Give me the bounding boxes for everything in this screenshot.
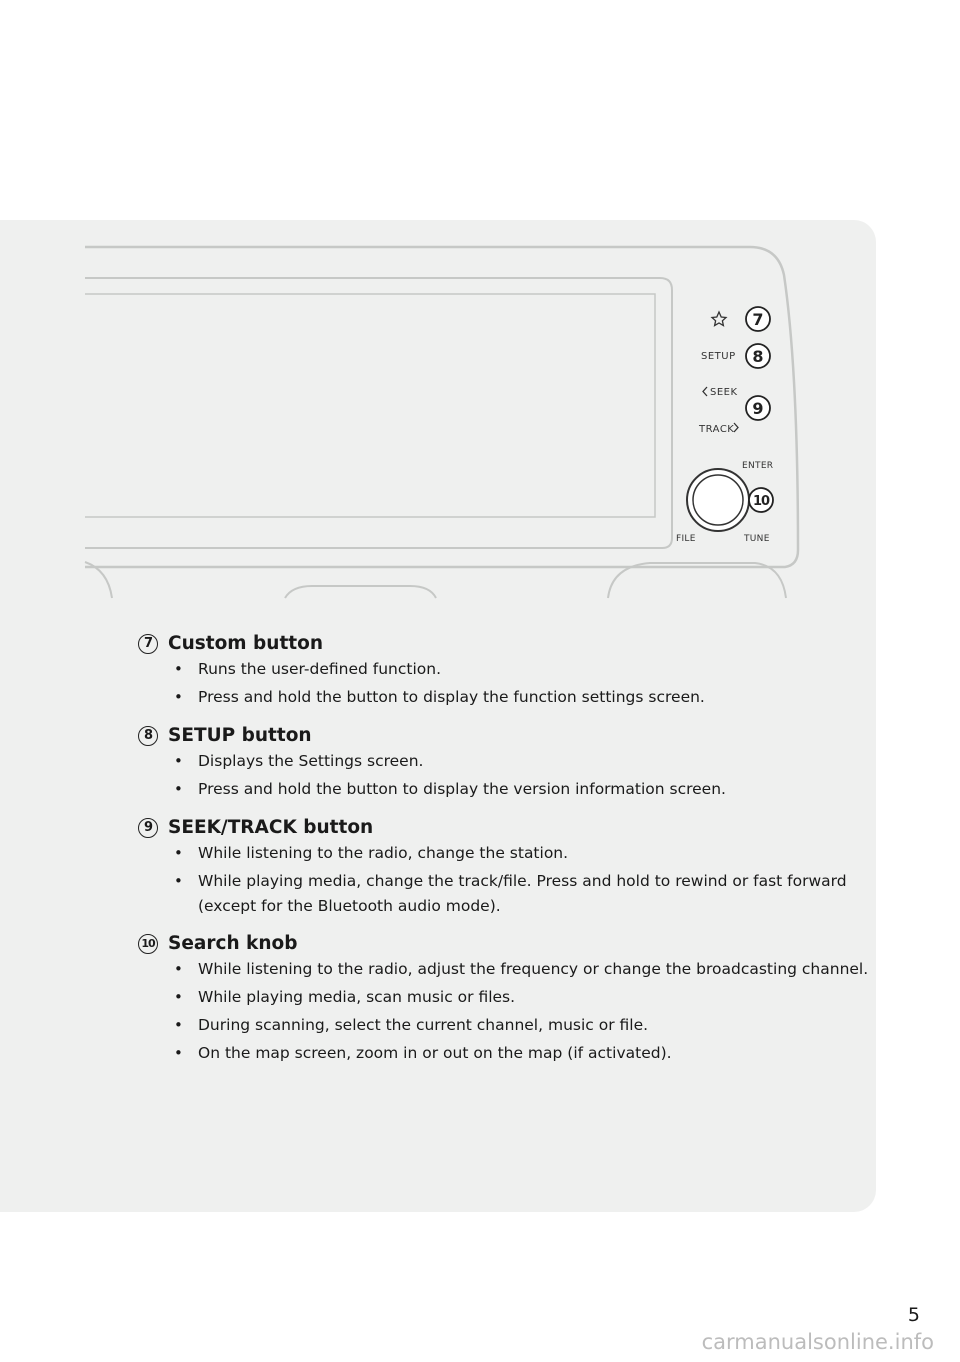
section-search-knob	[138, 933, 898, 1066]
list-item: • During scanning, select the current channel, music or file.	[138, 1013, 898, 1038]
section-heading	[138, 633, 898, 654]
file-label: FILE	[676, 534, 696, 544]
setup-label: SETUP	[701, 351, 736, 362]
section-heading	[138, 725, 898, 746]
section-number: 9	[138, 818, 158, 838]
screen-frame	[85, 278, 672, 548]
bullet-list	[138, 841, 898, 919]
head-unit-illustration	[0, 220, 876, 620]
star-outline-icon	[712, 312, 726, 326]
search-knob-inner	[693, 475, 743, 525]
svg-text:7: 7	[752, 310, 764, 329]
list-item: • While playing media, scan music or files.	[138, 985, 898, 1010]
callout-10	[749, 488, 773, 512]
section-title: SEEK/TRACK button	[168, 817, 374, 838]
section-title: Search knob	[168, 933, 298, 954]
svg-text:9: 9	[752, 399, 764, 418]
callout-8	[746, 344, 770, 368]
list-item: • Press and hold the button to display the function settings screen.	[138, 685, 898, 710]
lower-trim-center	[285, 586, 436, 598]
tune-label: TUNE	[744, 534, 770, 544]
section-title: SETUP button	[168, 725, 312, 746]
svg-text:8: 8	[752, 347, 764, 366]
bullet-list	[138, 657, 898, 710]
chevron-right-icon	[734, 423, 738, 432]
list-item: • While listening to the radio, adjust the frequency or change the broadcasting channel.	[138, 957, 898, 982]
list-item: • While playing media, change the track/file. Press and hold to rewind or fast forward (except for the Bluetooth audio mode).	[138, 869, 898, 919]
section-number: 7	[138, 634, 158, 654]
watermark: carmanualsonline.info	[701, 1330, 934, 1354]
list-item: • On the map screen, zoom in or out on the map (if activated).	[138, 1041, 898, 1066]
section-seek-track-button	[138, 817, 898, 919]
section-custom-button	[138, 633, 898, 710]
display-screen	[85, 294, 655, 517]
section-number: 10	[138, 934, 158, 954]
bullet-list	[138, 749, 898, 802]
section-heading	[138, 817, 898, 838]
list-item: • While listening to the radio, change the station.	[138, 841, 898, 866]
list-item: • Runs the user-defined function.	[138, 657, 898, 682]
chevron-left-icon	[703, 387, 707, 396]
svg-text:10: 10	[752, 494, 770, 509]
callout-9	[746, 396, 770, 420]
callout-7	[746, 307, 770, 331]
seek-label: SEEK	[710, 387, 738, 398]
outer-bezel	[85, 247, 798, 567]
bullet-list	[138, 957, 898, 1066]
section-title: Custom button	[168, 633, 324, 654]
section-setup-button	[138, 725, 898, 802]
enter-label: ENTER	[742, 461, 774, 471]
section-heading	[138, 933, 898, 954]
page-number: 5	[907, 1304, 920, 1326]
track-label: TRACK	[699, 424, 735, 435]
list-item: • Press and hold the button to display the version information screen.	[138, 777, 898, 802]
list-item: • Displays the Settings screen.	[138, 749, 898, 774]
section-number: 8	[138, 726, 158, 746]
